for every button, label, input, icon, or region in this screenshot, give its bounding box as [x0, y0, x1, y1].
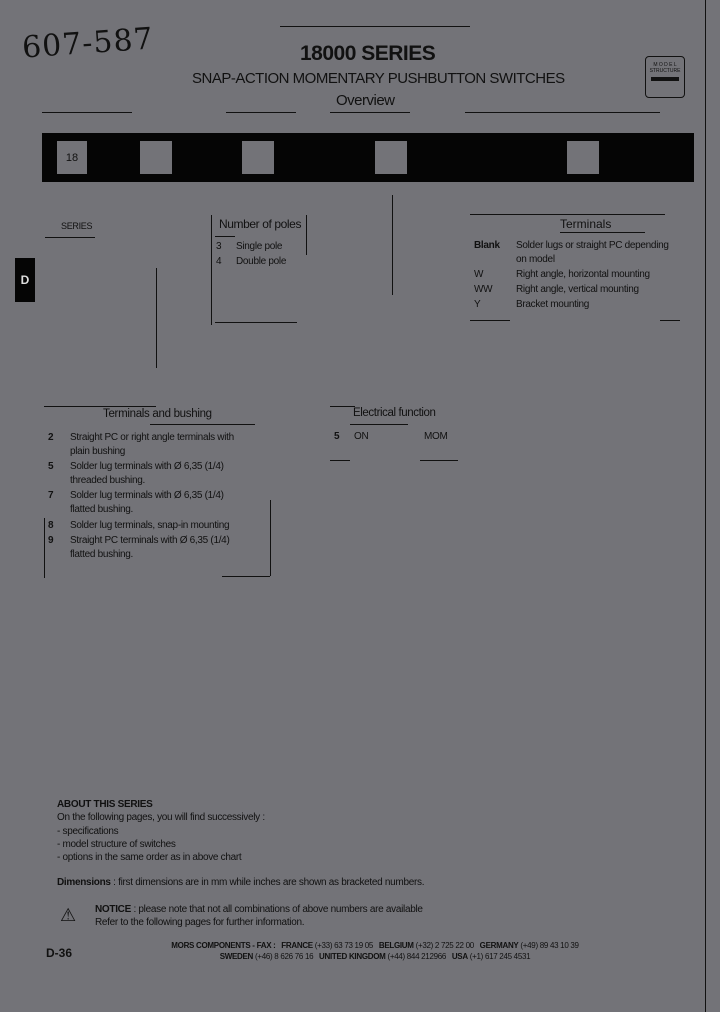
label: Straight PC terminals with Ø 6,35 (1/4) flatted bushing. — [70, 535, 230, 560]
slot-terminals-bushing — [242, 141, 274, 174]
code: WW — [474, 284, 493, 295]
electrical-item — [334, 430, 448, 444]
label: Solder lugs or straight PC depending on model — [516, 240, 669, 265]
model-structure-badge — [645, 56, 685, 98]
divider — [660, 320, 680, 321]
dimensions-note — [57, 876, 424, 889]
slot-terminals — [567, 141, 599, 174]
divider — [226, 112, 296, 113]
badge-line2: STRUCTURE — [649, 68, 681, 74]
terminals-bushing-item — [48, 489, 248, 517]
terminals-bushing-heading: Terminals and bushing — [103, 408, 212, 420]
fax-number: (+44) 844 212966 — [387, 952, 447, 961]
terminals-item — [474, 298, 589, 312]
divider — [44, 406, 156, 407]
electrical-heading: Electrical function — [353, 407, 436, 419]
poles-heading: Number of poles — [219, 217, 302, 231]
company: MORS COMPONENTS - FAX : — [171, 941, 276, 950]
series-label: SERIES — [61, 221, 93, 231]
divider — [330, 112, 410, 113]
terminals-item — [474, 268, 650, 282]
connector-line — [392, 195, 393, 295]
divider — [42, 112, 132, 113]
about-bullet: - specifications — [57, 825, 119, 837]
position-2: MOM — [424, 431, 448, 442]
country: BELGIUM — [378, 941, 414, 950]
code: 2 — [48, 432, 54, 443]
divider — [330, 460, 350, 461]
terminals-bushing-item — [48, 460, 248, 488]
country: GERMANY — [479, 941, 519, 950]
label: Right angle, horizontal mounting — [516, 269, 650, 280]
divider — [215, 322, 297, 323]
code: 7 — [48, 490, 54, 501]
code: 9 — [48, 535, 54, 546]
label: Solder lug terminals with Ø 6,35 (1/4) flatted bushing. — [70, 490, 224, 515]
divider — [330, 406, 355, 407]
poles-item — [216, 240, 282, 254]
divider — [470, 214, 665, 215]
about-bullet: - model structure of switches — [57, 838, 176, 850]
slot-poles — [140, 141, 172, 174]
terminals-bushing-item — [48, 534, 248, 562]
label: Right angle, vertical mounting — [516, 284, 639, 295]
poles-item — [216, 255, 286, 269]
connector-line — [44, 518, 45, 578]
page-subtitle: SNAP-ACTION MOMENTARY PUSHBUTTON SWITCHES — [192, 70, 565, 87]
notice-label: NOTICE — [95, 904, 131, 915]
code: 3 — [216, 241, 222, 252]
label: Solder lug terminals, snap-in mounting — [70, 520, 230, 531]
connector-line — [211, 215, 212, 325]
divider — [222, 576, 270, 577]
fax-number: (+33) 63 73 19 05 — [314, 941, 374, 950]
divider — [560, 232, 645, 233]
divider — [420, 460, 458, 461]
fax-number: (+46) 8 626 76 16 — [254, 952, 314, 961]
side-tab-label: D — [20, 273, 30, 287]
code: W — [474, 269, 484, 280]
badge-line1: M O D E L — [653, 62, 677, 68]
code: 8 — [48, 520, 54, 531]
label: Bracket mounting — [516, 299, 590, 310]
about-heading: ABOUT THIS SERIES — [57, 799, 153, 810]
label: Single pole — [236, 241, 283, 252]
model-code-bar — [42, 133, 694, 182]
label: Solder lug terminals with Ø 6,35 (1/4) threaded bushing. — [70, 461, 224, 486]
warning-icon: ⚠ — [60, 905, 77, 925]
connector-line — [270, 500, 271, 576]
fax-number: (+32) 2 725 22 00 — [415, 941, 474, 950]
notice-text: : please note that not all combinations of above numbers are available — [130, 904, 423, 915]
country: UNITED KINGDOM — [319, 952, 386, 961]
country: USA — [451, 952, 468, 961]
side-tab — [15, 258, 35, 302]
divider — [215, 236, 235, 237]
divider — [150, 424, 255, 425]
handwritten-note: 607-587 — [20, 21, 155, 66]
page-number: D-36 — [46, 946, 73, 960]
connector-line — [306, 215, 307, 255]
divider — [350, 424, 408, 425]
terminals-bushing-item — [48, 519, 268, 533]
code: 4 — [216, 256, 222, 267]
divider — [280, 26, 470, 27]
position-1: ON — [354, 431, 369, 442]
dimensions-text: : first dimensions are in mm while inches are shown as bracketed numbers. — [110, 877, 425, 889]
terminals-item — [474, 283, 639, 297]
label: Straight PC or right angle terminals with plain bushing — [70, 432, 234, 457]
code: Y — [474, 299, 481, 310]
code: 5 — [48, 461, 54, 472]
footer-contacts — [145, 940, 605, 962]
fax-number: (+1) 617 245 4531 — [469, 952, 531, 961]
notice — [95, 903, 423, 929]
code: 5 — [334, 431, 340, 442]
divider — [470, 320, 510, 321]
notice-line2: Refer to the following pages for further information. — [95, 917, 305, 928]
divider — [465, 112, 660, 113]
page-title: 18000 SERIES — [300, 42, 436, 65]
fax-number: (+49) 89 43 10 39 — [520, 941, 579, 950]
badge-bar — [651, 77, 679, 81]
code: Blank — [474, 240, 500, 251]
label: Double pole — [236, 256, 287, 267]
terminals-item — [474, 239, 704, 267]
divider — [45, 237, 95, 238]
about-section — [57, 798, 424, 890]
terminals-heading: Terminals — [560, 217, 612, 231]
terminals-bushing-item — [48, 431, 248, 459]
dimensions-label: Dimensions — [57, 877, 111, 889]
slot-series: 18 — [57, 141, 87, 174]
about-intro: On the following pages, you will find successively : — [57, 812, 265, 824]
about-bullet: - options in the same order as in above chart — [57, 852, 242, 864]
country: SWEDEN — [219, 952, 254, 961]
slot-electrical — [375, 141, 407, 174]
section-title: Overview — [336, 92, 395, 109]
page-edge — [705, 0, 706, 1012]
country: FRANCE — [281, 941, 313, 950]
connector-line — [156, 268, 157, 368]
